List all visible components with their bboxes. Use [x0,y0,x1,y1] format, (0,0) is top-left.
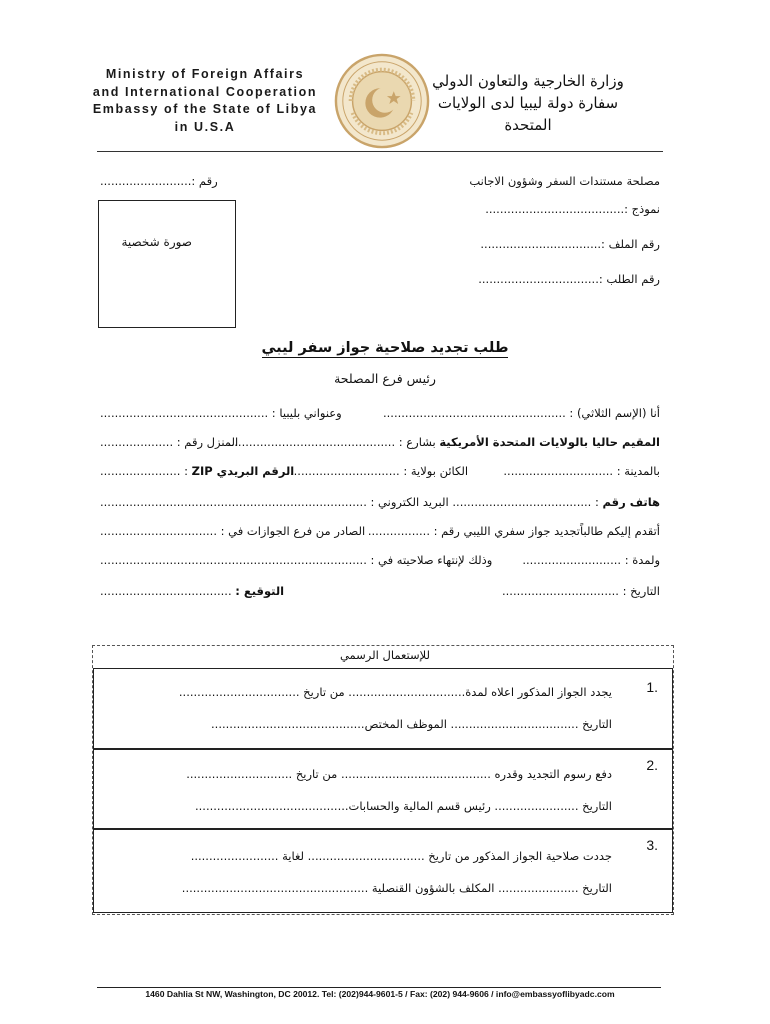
photo-label: صورة شخصية [121,235,192,249]
official-section-3 [93,828,673,913]
zip-value: : ...................... [100,464,192,478]
responsible-officer-line[interactable]: التاريخ ................................... الموظف المختص.......................................... [211,717,612,731]
embassy-contact-footer: 1460 Dahlia St NW, Washington, DC 20012. Tel: (202)944-9601-5 / Fax: (202) 944-9606 / info@embassyoflibyadc.com [145,989,615,999]
phone-field[interactable] [452,495,660,509]
signature-value: .................................... [100,584,236,598]
photo-box[interactable] [98,200,236,328]
section-number: 2. [646,757,658,773]
us-residence-label: المقيم حاليا بالولايات المتحدة الأمريكية [439,435,660,449]
department-name: مصلحة مستندات السفر وشؤون الاجانب [469,174,660,188]
expiry-date-field[interactable]: وذلك لإنتهاء صلاحيته في : ......................................................................... [100,553,493,567]
validity-renewed-line[interactable]: جددت صلاحية الجواز المذكور من تاريخ ................................ لغاية ........................ [190,849,612,863]
passport-number-field[interactable]: أتقدم إليكم طالباًتجديد جواز سفري الليبي رقم : ................. [367,524,660,538]
footer-divider [97,987,661,988]
phone-label: هاتف رقم [602,495,660,509]
state-field[interactable]: الكائن بولاية : .............................. [290,464,469,478]
issuing-branch-field[interactable]: الصادر من فرع الجوازات في : ................................ [100,524,366,538]
form-addressee: رئيس فرع المصلحة [334,371,436,386]
date-field[interactable]: التاريخ : ................................ [501,584,660,598]
form-title-text: طلب تجديد صلاحية جواز سفر ليبي [261,340,509,356]
signature-label: التوقيع : [235,584,285,598]
english-header-line: in U.S.A [174,119,236,134]
house-number-field[interactable]: المنزل رقم : .................... [100,435,239,449]
arabic-header-line: وزارة الخارجية والتعاون الدولي [432,72,624,90]
phone-value: : ...................................... [452,495,603,509]
city-field[interactable]: بالمدينة : .............................. [503,464,660,478]
form-model-field[interactable]: نموذج :...................................... [485,202,660,216]
libya-address-field[interactable]: وعنواني بليبيا : .............................................. [100,406,342,420]
fees-paid-line[interactable]: دفع رسوم التجديد وقدره ......................................... من تاريخ ............................. [186,767,612,781]
official-section-1 [93,668,673,750]
english-header-line: and International Cooperation [92,84,318,99]
embassy-arabic-header [398,70,658,136]
file-number-field[interactable]: رقم الملف :................................. [480,237,660,251]
embassy-english-header [90,66,320,136]
email-field[interactable]: البريد الكتروني : ......................................................................... [100,495,449,509]
official-use-title: للإستعمال الرسمي [339,648,431,662]
us-residence-field[interactable] [227,435,660,449]
section-number: 3. [646,837,658,853]
english-header-line: Embassy of the State of Libya [92,102,318,116]
finance-head-line[interactable]: التاريخ ....................... رئيس قسم المالية والحسابات.......................................... [195,799,612,813]
street-field: بشارع : .............................................. [226,435,440,449]
zip-label: الرقم البريدي ZIP [191,464,295,478]
zip-field[interactable] [100,464,294,478]
number-field[interactable]: رقم :......................... [100,174,218,188]
renewal-duration-line[interactable]: يجدد الجواز المذكور اعلاه لمدة................................ من تاريخ ................................. [178,685,612,699]
duration-field[interactable]: ولمدة : ........................... [522,553,660,567]
header-divider [97,151,663,152]
official-section-2 [93,748,673,830]
arabic-header-line: سفارة دولة ليبيا لدى الولايات [437,94,619,112]
full-name-field[interactable]: أنا (الإسم الثلاثي) : .................................................. [382,406,660,420]
section-number: 1. [646,679,658,695]
request-number-field[interactable]: رقم الطلب :................................. [478,272,660,286]
signature-field[interactable] [100,584,284,598]
consular-officer-line[interactable]: التاريخ ...................... المكلف بالشؤون القنصلية ................................................... [181,881,612,895]
english-header-line: Ministry of Foreign Affairs [105,67,305,81]
form-title [0,340,770,356]
arabic-header-line: المتحدة [504,116,552,134]
